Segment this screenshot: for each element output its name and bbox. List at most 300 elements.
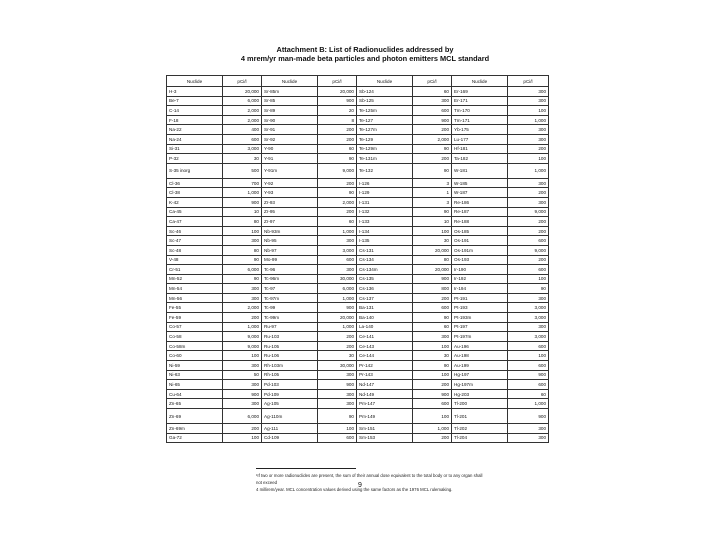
nuclide-cell: Mo-99 (262, 255, 318, 265)
header-pci-2: pCi/l (318, 76, 357, 87)
pci-cell: 2,000 (223, 303, 262, 313)
table-row (167, 380, 549, 390)
table-row (167, 245, 549, 255)
table-body (167, 87, 549, 443)
pci-cell: 200 (223, 313, 262, 323)
pci-cell: 900 (223, 389, 262, 399)
radionuclide-table (166, 75, 549, 443)
pci-cell: 2,000 (223, 115, 262, 125)
pci-cell: 3,000 (223, 144, 262, 154)
pci-cell: 60 (318, 144, 357, 154)
nuclide-cell: Au-198 (452, 351, 508, 361)
nuclide-cell: Tc-97m (262, 293, 318, 303)
nuclide-cell: Mn-52 (167, 274, 223, 284)
pci-cell: 90 (318, 409, 357, 424)
pci-cell: 20,000 (413, 245, 452, 255)
table-row (167, 96, 549, 106)
nuclide-cell: I-131 (357, 197, 413, 207)
nuclide-cell: Zn-69 (167, 409, 223, 424)
nuclide-cell: Ce-144 (357, 351, 413, 361)
pci-cell: 100 (508, 351, 549, 361)
nuclide-cell: Ru-106 (262, 351, 318, 361)
pci-cell: 200 (318, 178, 357, 188)
nuclide-cell: Tm-171 (452, 115, 508, 125)
table-row (167, 370, 549, 380)
table-row (167, 389, 549, 399)
nuclide-cell: Ba-140 (357, 313, 413, 323)
nuclide-cell: Be-7 (167, 96, 223, 106)
nuclide-cell: Co-60 (167, 351, 223, 361)
table-row (167, 197, 549, 207)
nuclide-cell: Pt-191 (452, 293, 508, 303)
pci-cell: 300 (413, 96, 452, 106)
pci-cell: 100 (318, 424, 357, 434)
nuclide-cell: Y-93 (262, 188, 318, 198)
nuclide-cell: Er-171 (452, 96, 508, 106)
nuclide-cell: Ag-105 (262, 399, 318, 409)
pci-cell: 200 (318, 134, 357, 144)
pci-cell: 1,000 (508, 163, 549, 178)
table-row (167, 284, 549, 294)
nuclide-cell: Ru-97 (262, 322, 318, 332)
table-row (167, 341, 549, 351)
pci-cell: 3 (413, 178, 452, 188)
header-pci-4: pCi/l (508, 76, 549, 87)
table-row (167, 134, 549, 144)
nuclide-cell: Co-57 (167, 322, 223, 332)
table-row (167, 217, 549, 227)
nuclide-cell: Sr-85 (262, 96, 318, 106)
header-pci-3: pCi/l (413, 76, 452, 87)
table-row (167, 313, 549, 323)
pci-cell: 1,000 (223, 188, 262, 198)
nuclide-cell: Os-191 (452, 236, 508, 246)
pci-cell: 60 (508, 389, 549, 399)
pci-cell: 900 (318, 303, 357, 313)
pci-cell: 300 (508, 87, 549, 97)
pci-cell: 300 (508, 125, 549, 135)
pci-cell: 60 (318, 217, 357, 227)
pci-cell: 200 (413, 125, 452, 135)
nuclide-cell: Tl-200 (452, 399, 508, 409)
nuclide-cell: Zr-97 (262, 217, 318, 227)
nuclide-cell: S-35 inorg (167, 163, 223, 178)
nuclide-cell: P-32 (167, 154, 223, 164)
nuclide-cell: Ag-110m (262, 409, 318, 424)
pci-cell: 60 (413, 87, 452, 97)
nuclide-cell: Y-91 (262, 154, 318, 164)
table-row (167, 409, 549, 424)
title-line-1: Attachment B: List of Radionuclides addressed by (276, 45, 454, 54)
pci-cell: 200 (413, 293, 452, 303)
pci-cell: 3,000 (508, 303, 549, 313)
pci-cell: 6,000 (223, 96, 262, 106)
pci-cell: 600 (413, 303, 452, 313)
pci-cell: 20,000 (318, 313, 357, 323)
nuclide-cell: Pr-143 (357, 370, 413, 380)
nuclide-cell: Na-22 (167, 125, 223, 135)
nuclide-cell: Nb-95 (262, 236, 318, 246)
nuclide-cell: Cr-51 (167, 265, 223, 275)
nuclide-cell: Pd-109 (262, 389, 318, 399)
nuclide-cell: I-135 (357, 236, 413, 246)
nuclide-cell: La-140 (357, 322, 413, 332)
pci-cell: 6,000 (223, 409, 262, 424)
pci-cell: 200 (508, 255, 549, 265)
nuclide-cell: Ru-103 (262, 332, 318, 342)
nuclide-cell: Sm-153 (357, 433, 413, 443)
nuclide-cell: I-129 (357, 188, 413, 198)
nuclide-cell: Sm-151 (357, 424, 413, 434)
table-row (167, 87, 549, 97)
nuclide-cell: Ce-141 (357, 332, 413, 342)
table-row (167, 332, 549, 342)
nuclide-cell: Ta-182 (452, 154, 508, 164)
pci-cell: 300 (318, 370, 357, 380)
pci-cell: 600 (508, 236, 549, 246)
pci-cell: 90 (223, 255, 262, 265)
header-nuclide-3: Nuclide (357, 76, 413, 87)
nuclide-cell: Pt-197 (452, 322, 508, 332)
pci-cell: 3 (413, 197, 452, 207)
pci-cell: 6,000 (318, 284, 357, 294)
pci-cell: 6,000 (223, 265, 262, 275)
pci-cell: 100 (413, 409, 452, 424)
pci-cell: 1,000 (318, 322, 357, 332)
nuclide-cell: Cs-135 (357, 274, 413, 284)
nuclide-cell: Os-191m (452, 245, 508, 255)
pci-cell: 300 (223, 293, 262, 303)
nuclide-cell: Te-127m (357, 125, 413, 135)
pci-cell: 2,000 (318, 197, 357, 207)
nuclide-cell: Ca-47 (167, 217, 223, 227)
nuclide-cell: Si-31 (167, 144, 223, 154)
nuclide-cell: Au-199 (452, 361, 508, 371)
nuclide-cell: Pt-193 (452, 303, 508, 313)
nuclide-cell: Nd-147 (357, 380, 413, 390)
header-nuclide-2: Nuclide (262, 76, 318, 87)
pci-cell: 90 (413, 207, 452, 217)
nuclide-cell: Ca-45 (167, 207, 223, 217)
pci-cell: 300 (413, 332, 452, 342)
table-row (167, 399, 549, 409)
nuclide-cell: H-3 (167, 87, 223, 97)
nuclide-cell: Ni-63 (167, 370, 223, 380)
table-row (167, 226, 549, 236)
pci-cell: 900 (318, 380, 357, 390)
pci-cell: 600 (508, 380, 549, 390)
pci-cell: 700 (223, 178, 262, 188)
nuclide-cell: Mn-56 (167, 293, 223, 303)
pci-cell: 20 (318, 106, 357, 116)
table-row (167, 265, 549, 275)
pci-cell: 300 (223, 380, 262, 390)
pci-cell: 9,000 (508, 245, 549, 255)
nuclide-cell: I-133 (357, 217, 413, 227)
nuclide-cell: Sb-124 (357, 87, 413, 97)
nuclide-cell: Tl-201 (452, 409, 508, 424)
nuclide-cell: Y-90 (262, 144, 318, 154)
nuclide-cell: Zr-95 (262, 207, 318, 217)
pci-cell: 2,000 (223, 106, 262, 116)
pci-cell: 1 (413, 188, 452, 198)
nuclide-cell: Cs-134m (357, 265, 413, 275)
pci-cell: 300 (508, 134, 549, 144)
nuclide-cell: Hg-197 (452, 370, 508, 380)
pci-cell: 90 (413, 361, 452, 371)
nuclide-cell: Er-169 (452, 87, 508, 97)
pci-cell: 200 (508, 144, 549, 154)
nuclide-cell: Te-132 (357, 163, 413, 178)
table-row (167, 424, 549, 434)
nuclide-cell: Te-127 (357, 115, 413, 125)
pci-cell: 500 (223, 163, 262, 178)
table-row (167, 144, 549, 154)
header-pci-1: pCi/l (223, 76, 262, 87)
pci-cell: 9,000 (318, 163, 357, 178)
nuclide-cell: Sr-91 (262, 125, 318, 135)
pci-cell: 90 (318, 188, 357, 198)
pci-cell: 900 (413, 115, 452, 125)
header-nuclide-1: Nuclide (167, 76, 223, 87)
nuclide-cell: Fe-59 (167, 313, 223, 323)
table-row (167, 351, 549, 361)
nuclide-cell: Re-187 (452, 207, 508, 217)
pci-cell: 200 (223, 424, 262, 434)
pci-cell: 300 (508, 197, 549, 207)
nuclide-cell: Y-92 (262, 178, 318, 188)
pci-cell: 400 (223, 125, 262, 135)
pci-cell: 200 (413, 154, 452, 164)
nuclide-cell: Te-129 (357, 134, 413, 144)
pci-cell: 200 (413, 433, 452, 443)
table-row (167, 293, 549, 303)
nuclide-cell: F-18 (167, 115, 223, 125)
pci-cell: 600 (318, 433, 357, 443)
nuclide-cell: Tc-99 (262, 303, 318, 313)
pci-cell: 10 (413, 217, 452, 227)
nuclide-cell: Zn-65 (167, 399, 223, 409)
nuclide-cell: Co-58 (167, 332, 223, 342)
nuclide-cell: Tm-170 (452, 106, 508, 116)
nuclide-cell: Re-186 (452, 197, 508, 207)
pci-cell: 900 (508, 409, 549, 424)
table-row (167, 322, 549, 332)
pci-cell: 90 (413, 144, 452, 154)
nuclide-cell: Nd-149 (357, 389, 413, 399)
nuclide-cell: Ru-105 (262, 341, 318, 351)
pci-cell: 200 (413, 380, 452, 390)
nuclide-cell: Cl-36 (167, 178, 223, 188)
pci-cell: 90 (413, 163, 452, 178)
nuclide-cell: Cs-131 (357, 245, 413, 255)
table-row (167, 274, 549, 284)
table-row (167, 303, 549, 313)
nuclide-cell: Lu-177 (452, 134, 508, 144)
pci-cell: 300 (223, 236, 262, 246)
pci-cell: 30 (223, 154, 262, 164)
nuclide-cell: Ni-59 (167, 361, 223, 371)
pci-cell: 600 (318, 255, 357, 265)
footnote-rule (256, 468, 356, 469)
nuclide-cell: Zn-69m (167, 424, 223, 434)
page-number: 9 (358, 482, 362, 489)
nuclide-cell: Y-91m (262, 163, 318, 178)
pci-cell: 600 (413, 399, 452, 409)
nuclide-cell: I-126 (357, 178, 413, 188)
table-row (167, 163, 549, 178)
pci-cell: 600 (413, 106, 452, 116)
nuclide-cell: K-42 (167, 197, 223, 207)
nuclide-cell: Ce-143 (357, 341, 413, 351)
pci-cell: 30 (413, 351, 452, 361)
pci-cell: 900 (223, 197, 262, 207)
table-row (167, 115, 549, 125)
pci-cell: 50 (223, 370, 262, 380)
nuclide-cell: Cl-38 (167, 188, 223, 198)
pci-cell: 200 (318, 207, 357, 217)
nuclide-cell: Sc-46 (167, 226, 223, 236)
pci-cell: 100 (413, 370, 452, 380)
nuclide-cell: Os-193 (452, 255, 508, 265)
pci-cell: 300 (223, 399, 262, 409)
nuclide-cell: Ir-194 (452, 284, 508, 294)
pci-cell: 900 (413, 274, 452, 284)
table-row (167, 433, 549, 443)
nuclide-cell: Hg-203 (452, 389, 508, 399)
nuclide-cell: Pt-197m (452, 332, 508, 342)
pci-cell: 9,000 (508, 207, 549, 217)
pci-cell: 300 (508, 322, 549, 332)
nuclide-cell: Te-125m (357, 106, 413, 116)
pci-cell: 1,000 (413, 424, 452, 434)
pci-cell: 800 (413, 284, 452, 294)
pci-cell: 100 (413, 341, 452, 351)
pci-cell: 1,000 (508, 399, 549, 409)
pci-cell: 200 (508, 217, 549, 227)
pci-cell: 300 (223, 361, 262, 371)
nuclide-cell: Sc-47 (167, 236, 223, 246)
footnote-line-1: ¹If two or more radionuclides are present, the sum of their annual dose equivalent to the total body or to any organ shall not exceed (256, 473, 483, 485)
pci-cell: 900 (413, 389, 452, 399)
nuclide-cell: Cu-64 (167, 389, 223, 399)
nuclide-cell: Au-196 (452, 341, 508, 351)
pci-cell: 3,000 (508, 332, 549, 342)
pci-cell: 600 (508, 361, 549, 371)
pci-cell: 300 (318, 265, 357, 275)
nuclide-cell: Hf-181 (452, 144, 508, 154)
nuclide-cell: Yb-175 (452, 125, 508, 135)
nuclide-cell: Na-24 (167, 134, 223, 144)
pci-cell: 300 (508, 424, 549, 434)
nuclide-cell: Sb-125 (357, 96, 413, 106)
pci-cell: 80 (413, 255, 452, 265)
nuclide-cell: Nb-97 (262, 245, 318, 255)
nuclide-cell: Rh-103m (262, 361, 318, 371)
pci-cell: 30 (413, 236, 452, 246)
nuclide-cell: V-48 (167, 255, 223, 265)
nuclide-cell: Ga-72 (167, 433, 223, 443)
nuclide-cell: Cs-136 (357, 284, 413, 294)
table-row (167, 106, 549, 116)
pci-cell: 90 (318, 154, 357, 164)
pci-cell: 100 (413, 226, 452, 236)
pci-cell: 100 (508, 274, 549, 284)
pci-cell: 90 (413, 313, 452, 323)
header-nuclide-4: Nuclide (452, 76, 508, 87)
nuclide-cell: Hg-197m (452, 380, 508, 390)
nuclide-cell: Sr-89 (262, 106, 318, 116)
nuclide-cell: Tc-97 (262, 284, 318, 294)
nuclide-cell: Tc-99m (262, 313, 318, 323)
nuclide-cell: Tl-202 (452, 424, 508, 434)
nuclide-cell: Sr-85m (262, 87, 318, 97)
nuclide-cell: Pr-142 (357, 361, 413, 371)
pci-cell: 100 (223, 226, 262, 236)
table-header-row (167, 76, 549, 87)
pci-cell: 10 (223, 207, 262, 217)
nuclide-cell: Cd-109 (262, 433, 318, 443)
table-row (167, 178, 549, 188)
nuclide-cell: Cs-137 (357, 293, 413, 303)
pci-cell: 200 (318, 341, 357, 351)
pci-cell: 8 (318, 115, 357, 125)
nuclide-cell: Ba-131 (357, 303, 413, 313)
table-row (167, 207, 549, 217)
nuclide-cell: Tc-96m (262, 274, 318, 284)
nuclide-cell: Co-58m (167, 341, 223, 351)
nuclide-cell: Rh-105 (262, 370, 318, 380)
nuclide-cell: W-181 (452, 163, 508, 178)
document-title (200, 45, 530, 63)
table-row (167, 188, 549, 198)
pci-cell: 900 (318, 96, 357, 106)
pci-cell: 3,000 (318, 245, 357, 255)
pci-cell: 9,000 (223, 341, 262, 351)
nuclide-cell: Ag-111 (262, 424, 318, 434)
nuclide-cell: W-187 (452, 188, 508, 198)
pci-cell: 300 (508, 433, 549, 443)
table-row (167, 255, 549, 265)
pci-cell: 200 (508, 226, 549, 236)
pci-cell: 30,000 (318, 361, 357, 371)
nuclide-cell: Pm-147 (357, 399, 413, 409)
nuclide-cell: Re-188 (452, 217, 508, 227)
pci-cell: 90 (223, 274, 262, 284)
pci-cell: 30,000 (318, 274, 357, 284)
nuclide-cell: I-132 (357, 207, 413, 217)
nuclide-cell: Cs-134 (357, 255, 413, 265)
footnote-line-2: 4 millirem/year. MCL concentration values derived using the same factors as the 1976 MCL rulemaking. (256, 487, 453, 492)
nuclide-cell: Sc-48 (167, 245, 223, 255)
nuclide-cell: W-185 (452, 178, 508, 188)
nuclide-cell: Nb-93m (262, 226, 318, 236)
nuclide-cell: Tc-96 (262, 265, 318, 275)
pci-cell: 9,000 (223, 332, 262, 342)
nuclide-cell: Mn-54 (167, 284, 223, 294)
nuclide-cell: Zr-93 (262, 197, 318, 207)
pci-cell: 300 (318, 236, 357, 246)
nuclide-cell: Tl-204 (452, 433, 508, 443)
pci-cell: 3,000 (508, 313, 549, 323)
table-row (167, 154, 549, 164)
pci-cell: 1,000 (223, 322, 262, 332)
title-line-2: 4 mrem/yr man-made beta particles and photon emitters MCL standard (240, 54, 490, 63)
nuclide-cell: Os-185 (452, 226, 508, 236)
pci-cell: 200 (508, 188, 549, 198)
pci-cell: 300 (223, 284, 262, 294)
pci-cell: 200 (318, 125, 357, 135)
